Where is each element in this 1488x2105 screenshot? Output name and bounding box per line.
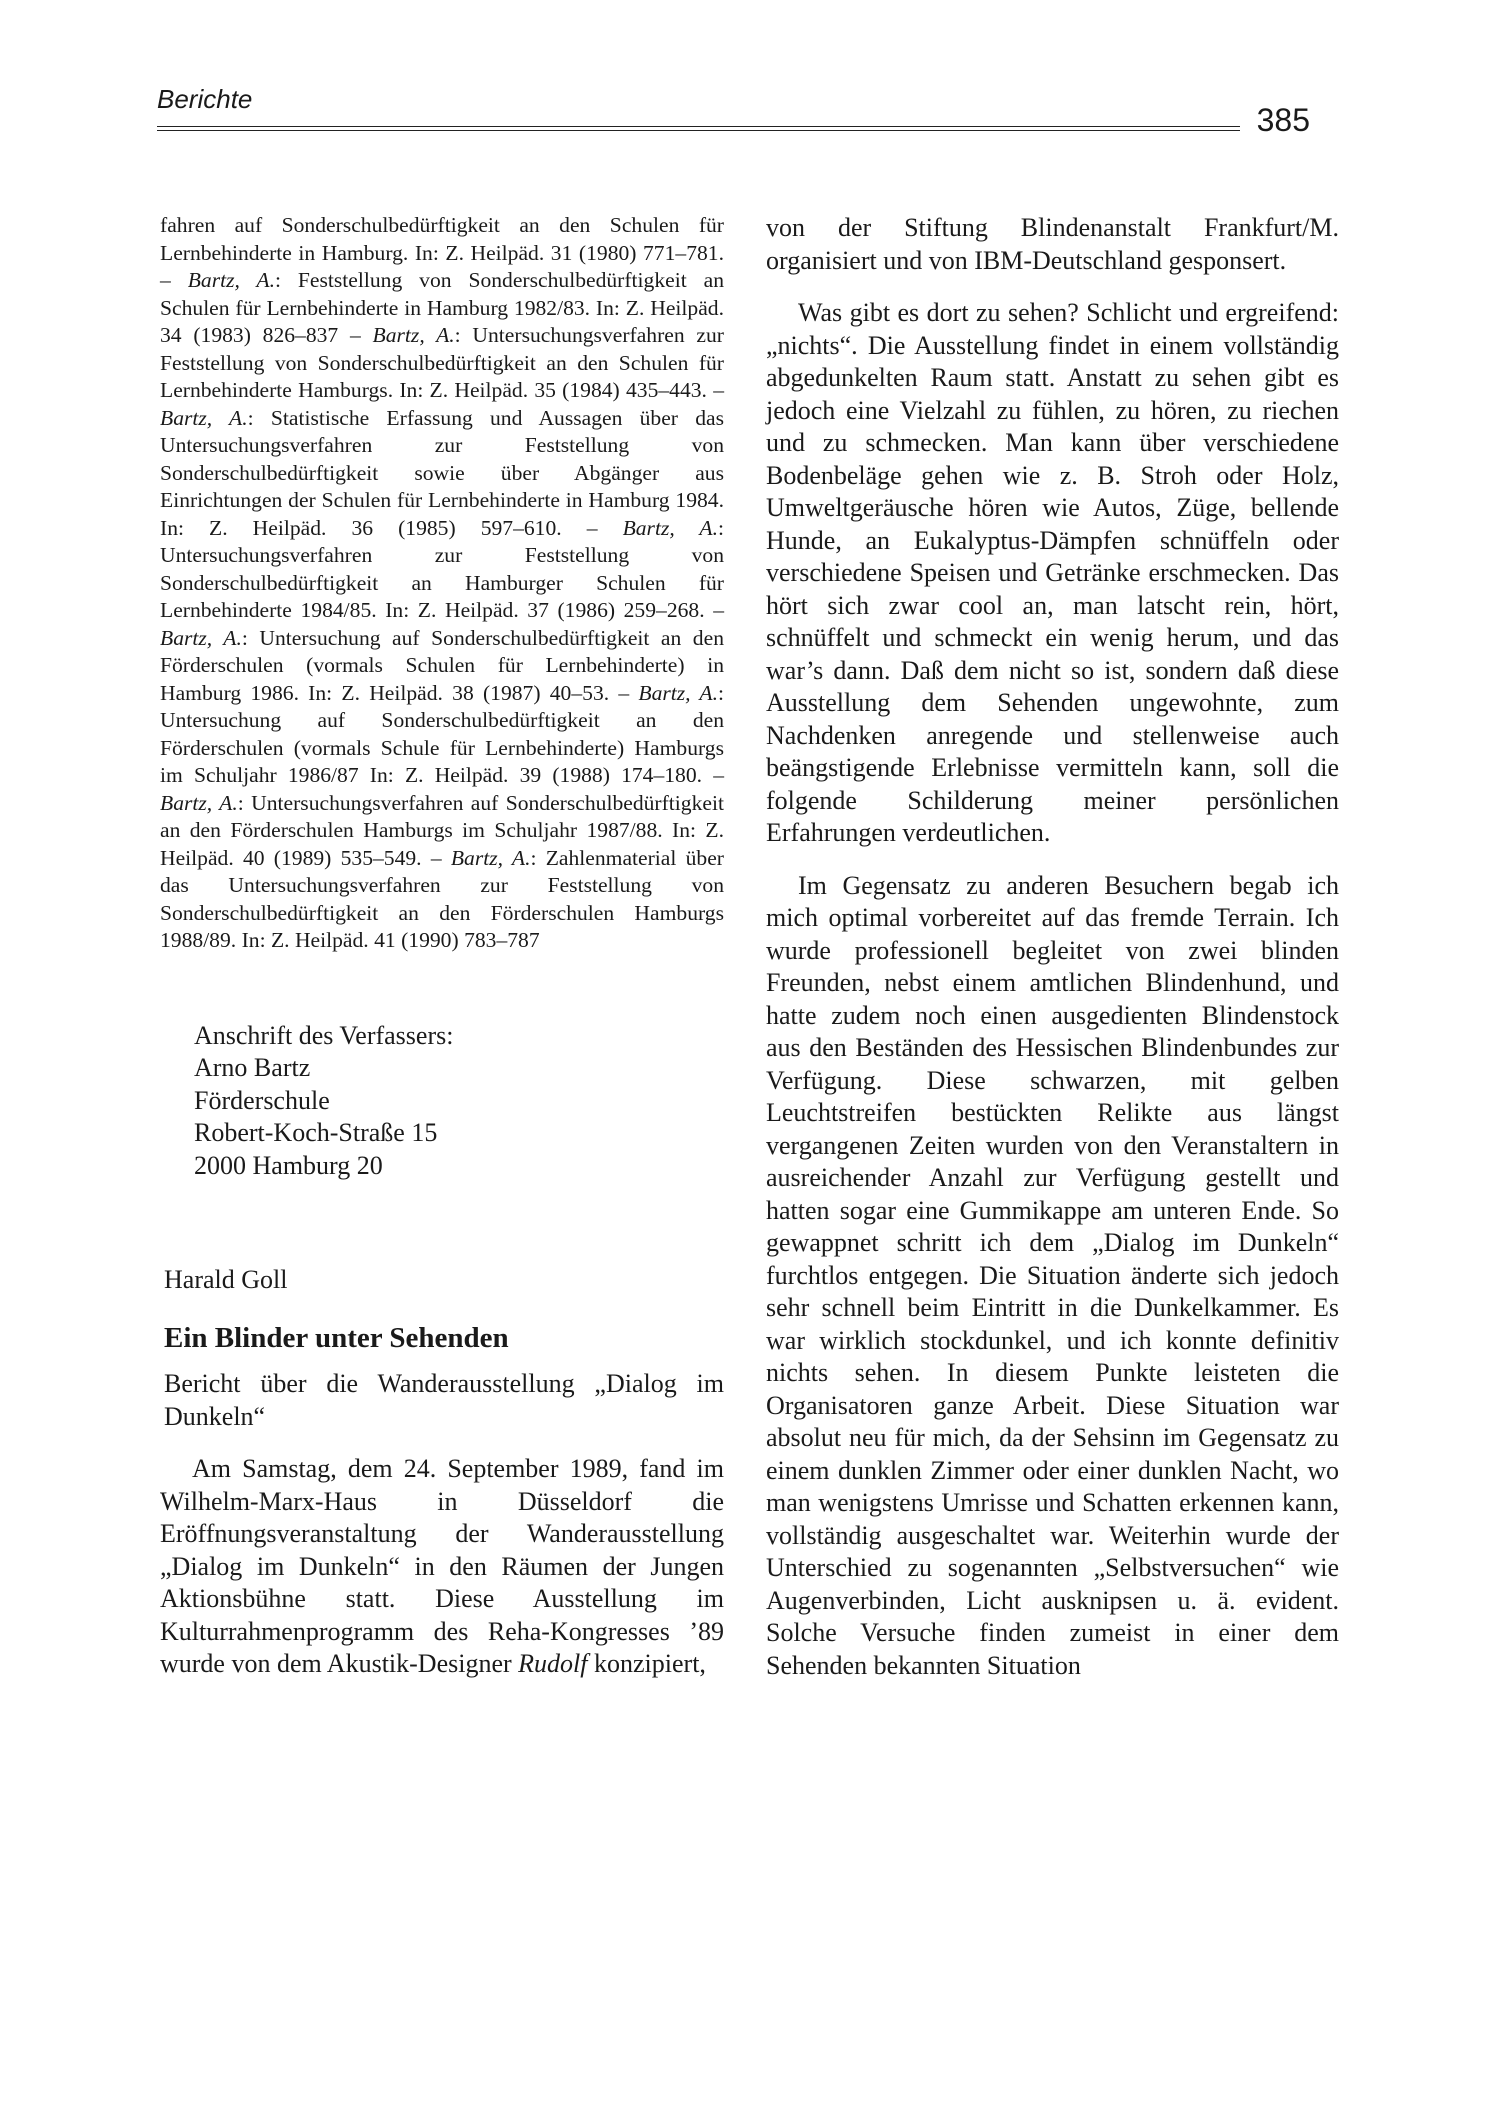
references-block: fahren auf Sonderschulbedürftigkeit an den Schulen für Lernbehinderte in Hamburg. In: Z. Heilpäd. 31 (1980) 771–781. – Bartz, A.: Feststellung von Sonderschulbedürftigkeit an Schulen für Lernbehinderte in Hamburg 1982/83. In: Z. Heilpäd. 34 (1983) 826–837 – Bartz, A.: Untersuchungsverfahren zur Feststellung von Sonderschulbedürftigkeit an den Schulen für Lernbehinderte Hamburgs. In: Z. Heilpäd. 35 (1984) 435–443. – Bartz, A.: Statistische Erfassung und Aussagen über das Untersuchungsverfahren zur Feststellung von Sonderschulbedürftigkeit sowie über Abgänger aus Einrichtungen der Schulen für Lernbehinderte in Hamburg 1984. In: Z. Heilpäd. 36 (1985) 597–610. – Bartz, A.: Untersuchungsverfahren zur Feststellung von Sonderschulbedürftigkeit an Hamburger Schulen für Lernbehinderte 1984/85. In: Z. Heilpäd. 37 (1986) 259–268. – Bartz, A.: Untersuchung auf Sonderschulbedürftigkeit an den Förderschulen (vormals Schulen für Lernbehinderte) in Hamburg 1986. In: Z. Heilpäd. 38 (1987) 40–53. – Bartz, A.: Untersuchung auf Sonderschulbedürftigkeit an den Förderschulen (vormals Schule für Lernbehinderte) Hamburgs im Schuljahr 1986/87 In: Z. Heilpäd. 39 (1988) 174–180. – Bartz, A.: Untersuchungsverfahren auf Sonderschulbedürftigkeit an den Förderschulen Hamburgs im Schuljahr 1987/88. In: Z. Heilpäd. 40 (1989) 535–549. – Bartz, A.: Zahlenmaterial über das Untersuchungsverfahren zur Feststellung von Sonderschulbedürftigkeit an den Förderschulen Hamburgs 1988/89. In: Z. Heilpäd. 41 (1990) 783–787 (160, 213, 725, 952)
article-paragraph-2: Was gibt es dort zu sehen? Schlicht und ergreifend: „nichts“. Die Ausstellung findet in einem vollständig abgedunkelten Raum statt. Anstatt zu sehen gibt es jedoch eine Vielzahl zu fühlen, zu hören, zu riechen und zu schmecken. Man kann über verschiedene Bodenbeläge gehen wie z. B. Stroh oder Holz, Umweltgeräusche hören wie Autos, Züge, bellende Hunde, an Eukalyptus-Dämpfen schnüffeln oder verschiedene Speisen und Getränke erschmecken. Das hört sich zwar cool an, man latscht rein, hört, schnüffelt und schmeckt ein wenig herum, und das war’s dann. Daß dem nicht so ist, sondern daß diese Ausstellung dem Sehenden ungewohnte, zum Nachdenken anregende und stellenweise auch beängstigende Erlebnisse vermitteln kann, soll die folgende Schilderung meiner persönlichen Erfahrungen verdeutlichen. (766, 298, 1339, 847)
address-label: Anschrift des Verfassers: (194, 1020, 454, 1050)
article-title: Ein Blinder unter Sehenden (164, 1322, 509, 1354)
article-paragraph-3: Im Gegensatz zu anderen Besuchern begab ich mich optimal vorbereitet auf das fremde Terrain. Ich wurde professionell begleitet von zwei blinden Freunden, nebst einem amtlichen Blindenhund, und hatte zudem noch einen ausgedienten Blindenstock aus den Beständen des Hessischen Blindenbundes zur Verfügung. Diese schwarzen, mit gelben Leuchtstreifen bestückten Relikte aus längst vergangenen Zeiten wurden von den Veranstaltern in ausreichender Anzahl zur Verfügung gestellt und hatten sogar eine Gummikappe am unteren Ende. So gewappnet schritt ich dem „Dialog im Dunkeln“ furchtlos entgegen. Die Situation änderte sich jedoch sehr schnell beim Eintritt in die Dunkelkammer. Es war wirklich stockdunkel, und ich konnte definitiv nichts sehen. In diesem Punkte leisteten die Organisatoren ganze Arbeit. Diese Situation war absolut neu für mich, da der Sehsinn im Gegensatz zu einem dunklen Zimmer oder einer dunklen Nacht, wo man wenigstens Umrisse und Schatten erkennen kann, vollständig ausgeschaltet war. Weiterhin wurde der Unterschied zu sogenannten „Selbstversuchen“ wie Augenverbinden, Licht ausknipsen u. ä. evident. Solche Versuche finden zumeist in einer dem Sehenden bekannten Situation (766, 870, 1339, 1680)
article-author: Harald Goll (164, 1265, 288, 1294)
address-city: 2000 Hamburg 20 (194, 1150, 383, 1180)
page-number: 385 (1256, 102, 1310, 138)
author-address (194, 1020, 724, 1183)
right-column (766, 212, 1339, 1682)
address-name: Arno Bartz (194, 1053, 311, 1082)
address-street: Robert-Koch-Straße 15 (194, 1118, 438, 1147)
article-subtitle: Bericht über die Wanderausstellung „Dialog im Dunkeln“ (164, 1369, 724, 1431)
address-institution: Förderschule (194, 1085, 330, 1115)
running-head: Berichte (157, 84, 253, 114)
left-column (160, 212, 724, 1681)
article-paragraph-1: Am Samstag, dem 24. September 1989, fand im Wilhelm-Marx-Haus in Düsseldorf die Eröffnungsveranstaltung der Wanderausstellung „Dialog im Dunkeln“ in den Räumen der Jungen Aktionsbühne statt. Diese Ausstellung im Kulturrahmenprogramm des Reha-Kongresses ’89 wurde von dem Akustik-Designer Rudolf konzipiert, (160, 1454, 724, 1678)
article-paragraph-continued: von der Stiftung Blindenanstalt Frankfurt/M. organisiert und von IBM-Deutschland gesponsert. (766, 213, 1339, 275)
header-rule (157, 126, 1240, 131)
